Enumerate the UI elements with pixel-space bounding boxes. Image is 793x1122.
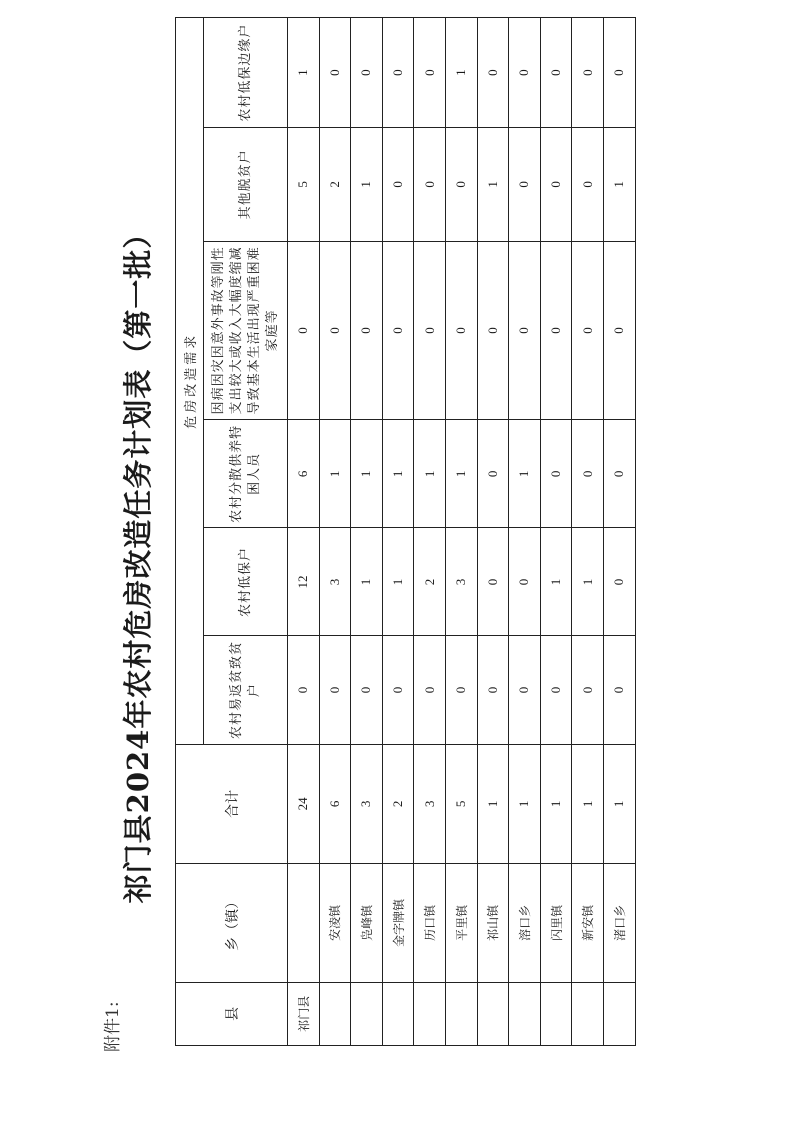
table-body [288, 18, 636, 1046]
cell-town: 溶口乡 [509, 864, 541, 982]
cell-total: 1 [603, 744, 635, 864]
header-relocation: 农村易返贫致贫户 [204, 636, 288, 744]
cell-town: 新安镇 [572, 864, 604, 982]
cell-edge-low-income: 0 [382, 18, 414, 128]
cell-scattered-support: 1 [445, 420, 477, 528]
table-row [477, 18, 509, 1046]
cell-accident: 0 [445, 241, 477, 420]
renovation-plan-table [175, 17, 636, 1046]
cell-relocation: 0 [572, 636, 604, 744]
cell-low-income: 1 [382, 528, 414, 636]
cell-other: 0 [572, 128, 604, 241]
cell-county [382, 982, 414, 1045]
cell-edge-low-income: 0 [477, 18, 509, 128]
cell-scattered-support: 0 [477, 420, 509, 528]
header-scattered-support: 农村分散供养特困人员 [204, 420, 288, 528]
cell-relocation: 0 [445, 636, 477, 744]
cell-edge-low-income: 0 [351, 18, 383, 128]
cell-low-income: 1 [572, 528, 604, 636]
table-row [603, 18, 635, 1046]
cell-county [351, 982, 383, 1045]
cell-edge-low-income: 0 [572, 18, 604, 128]
cell-accident: 0 [477, 241, 509, 420]
cell-other: 1 [351, 128, 383, 241]
header-total: 合计 [176, 744, 288, 864]
header-group: 危房改造需求 [176, 18, 204, 745]
table-row [288, 18, 320, 1046]
cell-accident: 0 [319, 241, 351, 420]
header-county: 县 [176, 982, 288, 1045]
cell-relocation: 0 [540, 636, 572, 744]
cell-other: 0 [382, 128, 414, 241]
cell-edge-low-income: 0 [603, 18, 635, 128]
cell-other: 2 [319, 128, 351, 241]
cell-total: 5 [445, 744, 477, 864]
cell-town: 金字牌镇 [382, 864, 414, 982]
cell-accident: 0 [351, 241, 383, 420]
cell-edge-low-income: 0 [540, 18, 572, 128]
cell-edge-low-income: 0 [509, 18, 541, 128]
cell-edge-low-income: 0 [319, 18, 351, 128]
table-row [319, 18, 351, 1046]
cell-other: 1 [603, 128, 635, 241]
cell-low-income: 0 [509, 528, 541, 636]
cell-other: 0 [509, 128, 541, 241]
attachment-label: 附件1: [103, 1001, 123, 1052]
cell-county [319, 982, 351, 1045]
cell-accident: 0 [414, 241, 446, 420]
cell-total: 6 [319, 744, 351, 864]
table-row [540, 18, 572, 1046]
cell-town: 祁山镇 [477, 864, 509, 982]
cell-edge-low-income: 0 [414, 18, 446, 128]
cell-total: 2 [382, 744, 414, 864]
header-other: 其他脱贫户 [204, 128, 288, 241]
header-low-income: 农村低保户 [204, 528, 288, 636]
cell-scattered-support: 1 [382, 420, 414, 528]
cell-total: 1 [509, 744, 541, 864]
cell-scattered-support: 1 [509, 420, 541, 528]
cell-total: 1 [477, 744, 509, 864]
cell-relocation: 0 [288, 636, 320, 744]
cell-accident: 0 [603, 241, 635, 420]
cell-scattered-support: 0 [603, 420, 635, 528]
cell-total: 3 [351, 744, 383, 864]
cell-other: 0 [445, 128, 477, 241]
cell-town: 渚口乡 [603, 864, 635, 982]
cell-accident: 0 [572, 241, 604, 420]
header-town: 乡（镇） [176, 864, 288, 982]
table-row [382, 18, 414, 1046]
cell-total: 3 [414, 744, 446, 864]
cell-other: 0 [540, 128, 572, 241]
cell-low-income: 12 [288, 528, 320, 636]
cell-total: 1 [572, 744, 604, 864]
cell-edge-low-income: 1 [445, 18, 477, 128]
cell-relocation: 0 [382, 636, 414, 744]
cell-accident: 0 [288, 241, 320, 420]
cell-other: 5 [288, 128, 320, 241]
cell-scattered-support: 1 [319, 420, 351, 528]
cell-county [509, 982, 541, 1045]
table-row [351, 18, 383, 1046]
cell-town: 平里镇 [445, 864, 477, 982]
header-edge-low-income: 农村低保边缘户 [204, 18, 288, 128]
cell-scattered-support: 6 [288, 420, 320, 528]
cell-town: 凫峰镇 [351, 864, 383, 982]
cell-town: 安凌镇 [319, 864, 351, 982]
cell-relocation: 0 [509, 636, 541, 744]
cell-relocation: 0 [477, 636, 509, 744]
table-row [572, 18, 604, 1046]
cell-county [572, 982, 604, 1045]
cell-county [445, 982, 477, 1045]
cell-total: 24 [288, 744, 320, 864]
cell-town: 闪里镇 [540, 864, 572, 982]
header-accident: 因病因灾因意外事故等刚性支出较大或收入大幅度缩减导致基本生活出现严重困难家庭等 [204, 241, 288, 420]
cell-low-income: 3 [445, 528, 477, 636]
cell-relocation: 0 [414, 636, 446, 744]
cell-county: 祁门县 [288, 982, 320, 1045]
cell-low-income: 1 [540, 528, 572, 636]
cell-scattered-support: 1 [414, 420, 446, 528]
cell-accident: 0 [509, 241, 541, 420]
cell-accident: 0 [540, 241, 572, 420]
cell-relocation: 0 [351, 636, 383, 744]
cell-scattered-support: 0 [572, 420, 604, 528]
cell-town [288, 864, 320, 982]
cell-accident: 0 [382, 241, 414, 420]
table-row [414, 18, 446, 1046]
cell-low-income: 3 [319, 528, 351, 636]
table-row [445, 18, 477, 1046]
cell-county [414, 982, 446, 1045]
cell-county [540, 982, 572, 1045]
cell-other: 1 [477, 128, 509, 241]
cell-low-income: 0 [477, 528, 509, 636]
cell-low-income: 1 [351, 528, 383, 636]
cell-other: 0 [414, 128, 446, 241]
cell-town: 历口镇 [414, 864, 446, 982]
cell-relocation: 0 [319, 636, 351, 744]
cell-low-income: 0 [603, 528, 635, 636]
cell-relocation: 0 [603, 636, 635, 744]
document-title: 祁门县2024年农村危房改造任务计划表（第一批） [121, 218, 155, 904]
table-row [509, 18, 541, 1046]
cell-edge-low-income: 1 [288, 18, 320, 128]
cell-low-income: 2 [414, 528, 446, 636]
cell-county [603, 982, 635, 1045]
cell-scattered-support: 0 [540, 420, 572, 528]
cell-scattered-support: 1 [351, 420, 383, 528]
cell-total: 1 [540, 744, 572, 864]
cell-county [477, 982, 509, 1045]
